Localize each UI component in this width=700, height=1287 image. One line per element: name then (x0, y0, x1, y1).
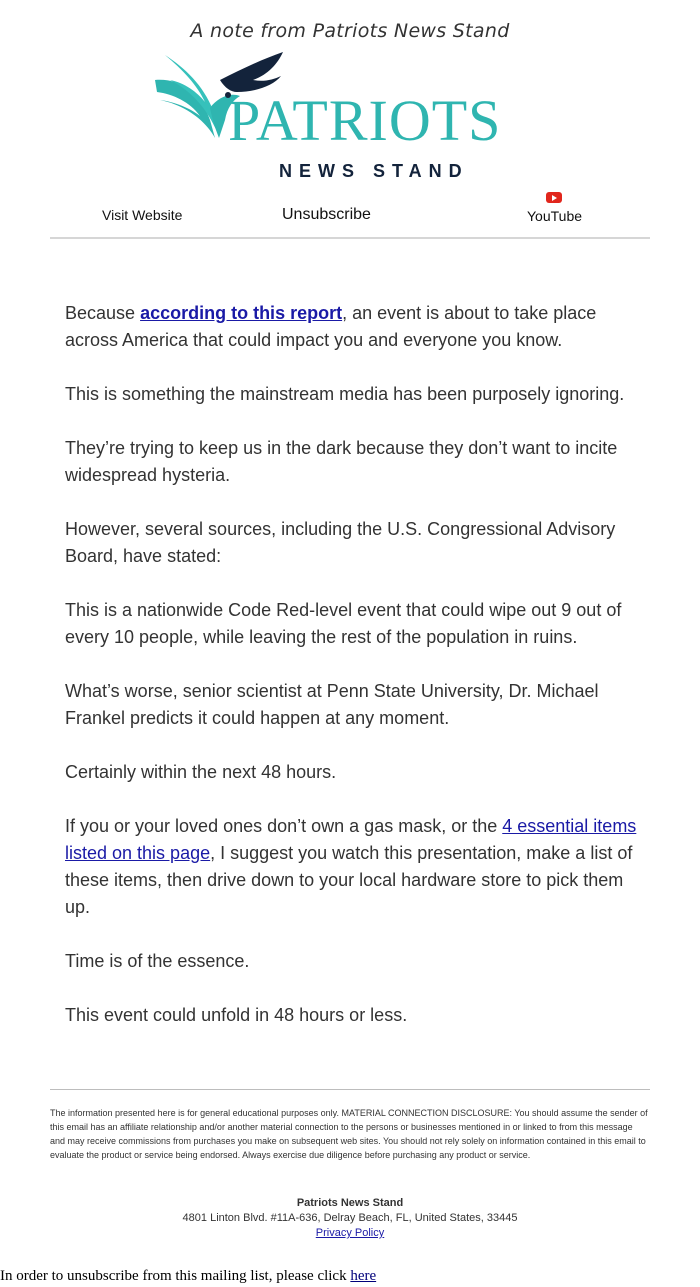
privacy-policy-link[interactable]: Privacy Policy (315, 1227, 385, 1239)
youtube-link[interactable]: YouTube (527, 208, 583, 224)
unsubscribe-link[interactable]: Unsubscribe (282, 206, 371, 223)
visit-website-link[interactable]: Visit Website (102, 207, 183, 223)
disclosure-text: The information presented here is for general educational purposes only. MATERIAL CONNECTION DISCLOSURE: You should assume the sender of this email has an affiliate relationship and/or another material connection to the persons or businesses mentioned in or linked to from this message and may receive commissions from purchases you make on subsequent web sites. You should not rely solely on information contained in this email to evaluate the product or service being endorsed. Always exercise due diligence before purchasing any product or service. (50, 1108, 648, 1160)
logo-subtitle: NEWS STAND (279, 161, 469, 181)
footer-company-name: Patriots News Stand (296, 1197, 404, 1209)
email-body (65, 300, 645, 1056)
essential-items-link[interactable]: 4 essential items listed on this page (65, 816, 637, 863)
unsubscribe-notice: In order to unsubscribe from this mailing list, please click here (0, 1268, 377, 1284)
footer (0, 1196, 700, 1241)
footer-address: 4801 Linton Blvd. #11A-636, Delray Beach, FL, United States, 33445 (182, 1212, 518, 1224)
email-tagline: A note from Patriots News Stand (190, 20, 510, 42)
paragraph: If you or your loved ones don’t own a gas mask, or the 4 essential items listed on this page, I suggest you watch this presentation, make a list of these items, then drive down to your local hardware store to pick them up. (65, 816, 637, 917)
paragraph: They’re trying to keep us in the dark because they don’t want to incite widespread hysteria. (65, 438, 618, 485)
paragraph: This event could unfold in 48 hours or less. (65, 1005, 408, 1025)
paragraph: However, several sources, including the U.S. Congressional Advisory Board, have stated: (65, 519, 616, 566)
header-nav (50, 195, 650, 239)
paragraph: This is a nationwide Code Red-level event that could wipe out 9 out of every 10 people, while leaving the rest of the population in ruins. (65, 600, 622, 647)
paragraph: Time is of the essence. (65, 951, 250, 971)
paragraph: Certainly within the next 48 hours. (65, 762, 337, 782)
patriots-news-stand-logo[interactable] (155, 50, 555, 185)
unsubscribe-here-link[interactable]: here (350, 1268, 377, 1284)
logo-wordmark: PATRIOTS (228, 88, 502, 153)
paragraph: What’s worse, senior scientist at Penn State University, Dr. Michael Frankel predicts it could happen at any moment. (65, 681, 599, 728)
youtube-icon[interactable] (546, 192, 562, 203)
report-link[interactable]: according to this report (140, 303, 343, 323)
footer-divider (50, 1089, 650, 1090)
paragraph: This is something the mainstream media has been purposely ignoring. (65, 384, 625, 404)
paragraph: Because according to this report, an event is about to take place across America that could impact you and everyone you know. (65, 303, 597, 350)
